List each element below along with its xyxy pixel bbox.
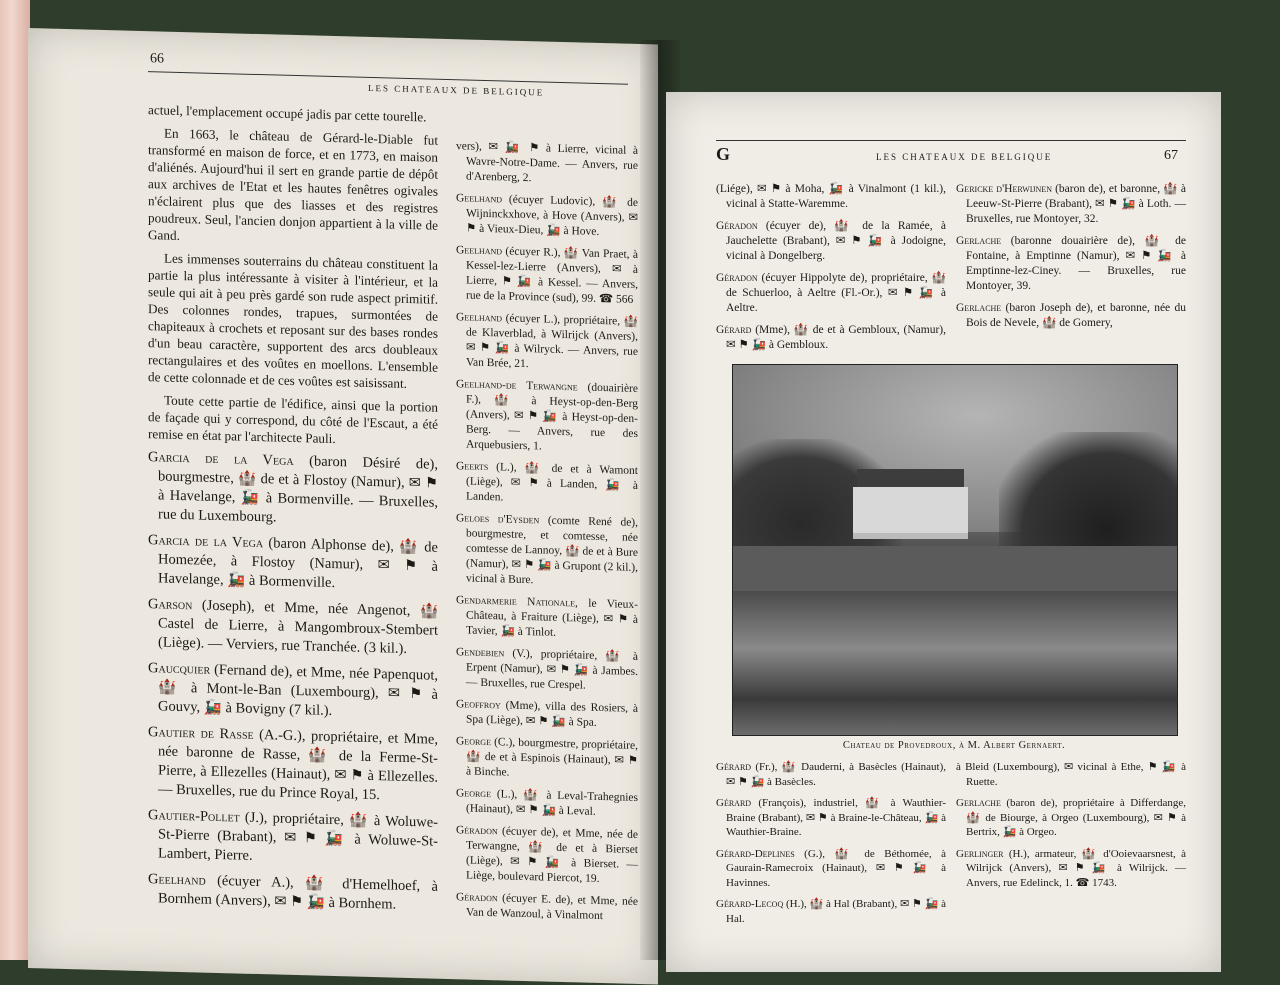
entry-text: (Fernand de), et Mme, née Papenquot, 🏰 à Mont-le-Ban (Luxembourg), ✉ ⚑ à Gouvy, 🚂 à Bovigny (7 kil.). [158, 661, 438, 719]
directory-entry [716, 323, 946, 353]
page-number: 66 [150, 51, 164, 67]
entry-text: (écuyer Ludovic), 🏰 de Wijninckxhove, à Hove (Anvers), ✉ ⚑ à Vieux-Dieu, 🚂 à Hove. [466, 193, 638, 238]
entry-text: (C.), bourgmestre, propriétaire, 🏰 de et à Espinois (Hainaut), ✉ ⚑ à Binche. [466, 736, 638, 779]
entry-text: (écuyer L.), propriétaire, 🏰 de Klaverblad, à Wilrijck (Anvers), ✉ ⚑ 🚂 à Wilryck. — Anvers, rue Van Brée, 21. [466, 312, 638, 371]
directory-entry [716, 796, 946, 840]
entry-text: (baron Désiré de), bourgmestre, 🏰 de et à Flostoy (Namur), ✉ ⚑ à Havelange, 🚂 à Bormenville. — Bruxelles, rue du Luxembourg. [158, 452, 438, 526]
entry-text: (baron Joseph de), et baronne, née du Bois de Nevele, 🏰 de Gomery, [966, 302, 1186, 329]
page-number: 67 [1164, 148, 1178, 163]
entry-text: (écuyer de), 🏰 de la Ramée, à Jauchelette (Brabant), ✉ ⚑ 🚂 à Jodoigne, vicinal à Dongelberg. [726, 220, 946, 262]
directory-entry [456, 786, 638, 821]
directory-entry [456, 645, 638, 695]
entry-text: (écuyer Hippolyte de), propriétaire, 🏰 de Schuerloo, à Aeltre (Fl.-Or.), ✉ ⚑ 🚂 à Aeltre. [726, 272, 946, 314]
entry-name: Gautier de Rasse [148, 724, 254, 743]
entry-text: (Fr.), 🏰 Dauderni, à Basècles (Hainaut), ✉ ⚑ 🚂 à Basècles. [726, 761, 946, 788]
entry-name: Gendarmerie Nationale [456, 594, 575, 610]
entry-text: (écuyer A.), 🏰 d'Hemelhoef, à Bornhem (Anvers), ✉ ⚑ 🚂 à Bornhem. [158, 872, 438, 913]
directory-entry [148, 531, 438, 596]
entry-name: Garcia de la Vega [148, 449, 294, 469]
directory-entry [716, 897, 946, 926]
directory-entry [716, 182, 946, 212]
entry-name: Geloes d'Eysden [456, 512, 540, 527]
directory-entry [456, 310, 638, 375]
entry-text: (écuyer E. de), et Mme, née Van de Wanzoul, à Vinalmont [466, 892, 638, 923]
entry-text: (Mme), 🏰 de et à Gembloux, (Namur), ✉ ⚑ 🚂 à Gembloux. [726, 324, 946, 351]
entry-name: Geelhand [456, 311, 503, 325]
column-right-bottom [956, 760, 1186, 897]
directory-entry [456, 593, 638, 643]
entry-text: (écuyer de), et Mme, née de Terwangne, 🏰 de et à Bierset (Liège), ✉ ⚑ 🚂 à Bierset. — Liège, boulevard Piercot, 19. [466, 825, 638, 885]
directory-entry [456, 377, 638, 457]
left-page [28, 28, 658, 984]
entry-name: Gérard [716, 324, 752, 336]
entry-name: Geelhand-de Terwangne [456, 378, 578, 394]
entry-text: (V.), propriétaire, 🏰 à Erpent (Namur), ✉ ⚑ 🚂 à Jambes. — Bruxelles, rue Crespel. [466, 647, 638, 692]
entry-text: (François), industriel, 🏰 à Wauthier-Braine (Brabant), ✉ ⚑ à Braine-le-Château, 🚂 à Wauthier-Braine. [726, 797, 946, 838]
entry-text: (comte René de), bourgmestre, et comtesse, née comtesse de Lannoy, 🏰 de et à Bure (Namur), ✉ ⚑ 🚂 à Grupont (2 kil.), vicinal à Bure. [466, 514, 639, 587]
directory-entry [456, 890, 638, 925]
directory-entry [456, 191, 638, 241]
entry-name: Géradon [456, 891, 498, 905]
directory-entry [456, 697, 638, 732]
entry-name: Gautier-Pollet [148, 807, 240, 826]
entry-name: George [456, 735, 491, 749]
right-page [666, 92, 1221, 972]
body-paragraph: En 1663, le château de Gérard-le-Diable fut transformé en maison de force, et en 1773, en maison d'aliénés. Aujourd'hui il sert en grande partie de dépôt aux archives de l'Etat et les hautes fenêtres ogivales n'éclairent plus que des liasses et des registres poudreux. Seul, l'ancien donjon appartient à la ville de Gand. [148, 125, 438, 243]
entry-text: (Liége), ✉ ⚑ à Moha, 🚂 à Vinalmont (1 kil.), vicinal à Statte-Waremme. [716, 183, 946, 210]
directory-entry [456, 459, 638, 509]
column-right [456, 139, 638, 932]
directory-entry [148, 870, 438, 916]
entry-name: Gerlache [956, 302, 1002, 314]
entry-name: Garson [148, 596, 193, 614]
entry-name: Géradon [456, 824, 498, 838]
running-head: LES CHATEAUX DE BELGIQUE [368, 82, 545, 98]
entry-text: (H.), 🏰 à Hal (Brabant), ✉ ⚑ 🚂 à Hal. [726, 898, 946, 925]
entry-name: Garcia de la Vega [148, 532, 264, 552]
entry-text: (baronne douairière de), 🏰 de Fontaine, à Emptinne (Namur), ✉ ⚑ 🚂 à Emptinne-lez-Ciney. — Bruxelles, rue Montoyer, 39. [966, 235, 1186, 292]
entry-text: (Mme), villa des Rosiers, à Spa (Liège), ✉ ⚑ 🚂 à Spa. [466, 699, 638, 729]
directory-entry [456, 823, 638, 888]
entry-name: Gérard [716, 761, 752, 773]
directory-entry [148, 659, 438, 724]
directory-entry [456, 139, 638, 189]
directory-entry [716, 219, 946, 264]
entry-text: (écuyer R.), 🏰 Van Praet, à Kessel-lez-Lierre (Anvers), ✉ à Lierre, ⚑ 🚂 à Kessel. — Anvers, rue de la Province (sud), 99. ☎ 566 [466, 245, 638, 306]
entry-name: Gericke d'Herwijnen [956, 183, 1052, 195]
entry-name: Gérard-Deplines [716, 847, 795, 860]
chateau-photo [732, 364, 1178, 736]
directory-entry [716, 847, 946, 891]
entry-text: vers), ✉ 🚂 ⚑ à Lierre, vicinal à Wavre-Notre-Dame. — Anvers, rue d'Arenberg, 2. [456, 140, 638, 185]
body-paragraph: actuel, l'emplacement occupé jadis par cette tourelle. [148, 102, 427, 125]
entry-name: Geelhand [148, 871, 206, 889]
entry-text: (baron de), propriétaire à Differdange, 🏰 de Biourge, à Orgeo (Luxembourg), ✉ ⚑ à Bertrix, 🚂 à Orgeo. [966, 797, 1186, 838]
column-right-top [956, 182, 1186, 338]
section-letter: G [716, 144, 731, 164]
directory-entry [148, 806, 438, 871]
entry-name: Geoffroy [456, 698, 501, 712]
entry-name: Gerlache [956, 235, 1002, 247]
running-head: LES CHATEAUX DE BELGIQUE [876, 152, 1053, 162]
entry-text: à Bleid (Luxembourg), ✉ vicinal à Ethe, ⚑ 🚂 à Ruette. [956, 761, 1186, 788]
entry-text: , le Vieux-Château, à Fraiture (Liège), ✉ ⚑ à Tavier, 🚂 à Tinlot. [466, 597, 638, 639]
directory-entry [956, 796, 1186, 840]
entry-text: (A.-G.), propriétaire, et Mme, née baronne de Rasse, 🏰 de la Ferme-St-Pierre, à Ellezelles (Hainaut), ✉ ⚑ à Ellezelles. — Bruxelles, rue du Prince Royal, 15. [158, 726, 438, 804]
directory-entry [956, 234, 1186, 294]
directory-entry [956, 182, 1186, 227]
directory-entry [456, 511, 638, 591]
book-edge [0, 0, 30, 960]
entry-text: (Joseph), et Mme, née Angenot, 🏰 Castel de Lierre, à Mangombroux-Stembert (Liège). — Verviers, rue Tranchée. (3 kil.). [158, 597, 438, 657]
entry-text: (L.), 🏰 à Leval-Trahegnies (Hainaut), ✉ ⚑ 🚂 à Leval. [466, 788, 638, 818]
directory-entry [956, 760, 1186, 789]
entry-name: George [456, 787, 491, 801]
entry-text: (douairière F.), 🏰 à Heyst-op-den-Berg (Anvers), ✉ ⚑ 🚂 à Heyst-op-den-Berg. — Anvers, rue des Arquebusiers, 1. [466, 381, 638, 453]
entry-text: (G.), 🏰 de Béthomée, à Gaurain-Ramecroix (Hainaut), ✉ ⚑ 🚂 à Havinnes. [726, 847, 946, 889]
entry-text: (baron Alphonse de), 🏰 de Homezée, à Flostoy (Namur), ✉ ⚑ à Havelange, 🚂 à Bormenville. [158, 535, 438, 592]
entry-name: Geelhand [456, 192, 503, 206]
entry-name: Géradon [716, 272, 758, 284]
entry-text: (baron de), et baronne, 🏰 à Leeuw-St-Pierre (Brabant), ✉ ⚑ 🚂 à Loth. — Bruxelles, rue Montoyer, 32. [966, 183, 1186, 225]
header-rule [716, 140, 1186, 141]
column-left [148, 101, 438, 923]
directory-entry [148, 595, 438, 660]
entry-name: Geelhand [456, 244, 503, 258]
directory-entry [956, 301, 1186, 331]
body-paragraph: Les immenses souterrains du château constituent la partie la plus intéressante à visiter à l'intérieur, et la seule qui ait à peu près gardé son rude aspect primitif. Des colonnes rondes, trapues, surmontées de chapiteaux à crochets et reposant sur des bases rondes d'un beau caractère, supportent des arcs doubleaux rectangulaires et des voûtes en moellons. L'ensemble de cette colonnade et de ces voûtes est saisissant. [148, 250, 438, 391]
entry-name: Gérard-Lecoq [716, 898, 784, 910]
entry-name: Geerts [456, 460, 489, 474]
entry-text: (H.), armateur, 🏰 d'Ooievaarsnest, à Wilrijck (Anvers), ✉ ⚑ 🚂 à Wilrijck. — Anvers, rue Edelinck, 1. ☎ 1743. [966, 847, 1186, 889]
entry-name: Gaucquier [148, 660, 211, 678]
entry-text: (J.), propriétaire, 🏰 à Woluwe-St-Pierre (Brabant), ✉ ⚑ 🚂 à Woluwe-St-Lambert, Pierre. [158, 809, 438, 864]
body-paragraph: Toute cette partie de l'édifice, ainsi que la portion de façade qui y correspond, du côté de l'Escaut, a été remise en état par l'architecte Pauli. [148, 392, 438, 447]
entry-name: Gendebien [456, 646, 505, 660]
directory-entry [956, 847, 1186, 891]
photo-caption: Chateau de Provedroux, à M. Albert Gernaert. [842, 740, 1066, 751]
entry-name: Gerlinger [956, 847, 1004, 860]
entry-name: Géradon [716, 220, 758, 232]
entry-name: Gerlache [956, 797, 1001, 809]
directory-entry [456, 734, 638, 784]
column-left-top [716, 182, 946, 360]
column-left-bottom [716, 760, 946, 933]
directory-entry [148, 448, 438, 532]
entry-text: (L.), 🏰 de et à Wamont (Liège), ✉ ⚑ à Landen, 🚂 à Landen. [466, 461, 638, 504]
entry-name: Gérard [716, 797, 752, 809]
directory-entry [716, 760, 946, 789]
directory-entry [716, 271, 946, 316]
directory-entry [148, 723, 438, 807]
directory-entry [456, 243, 638, 308]
